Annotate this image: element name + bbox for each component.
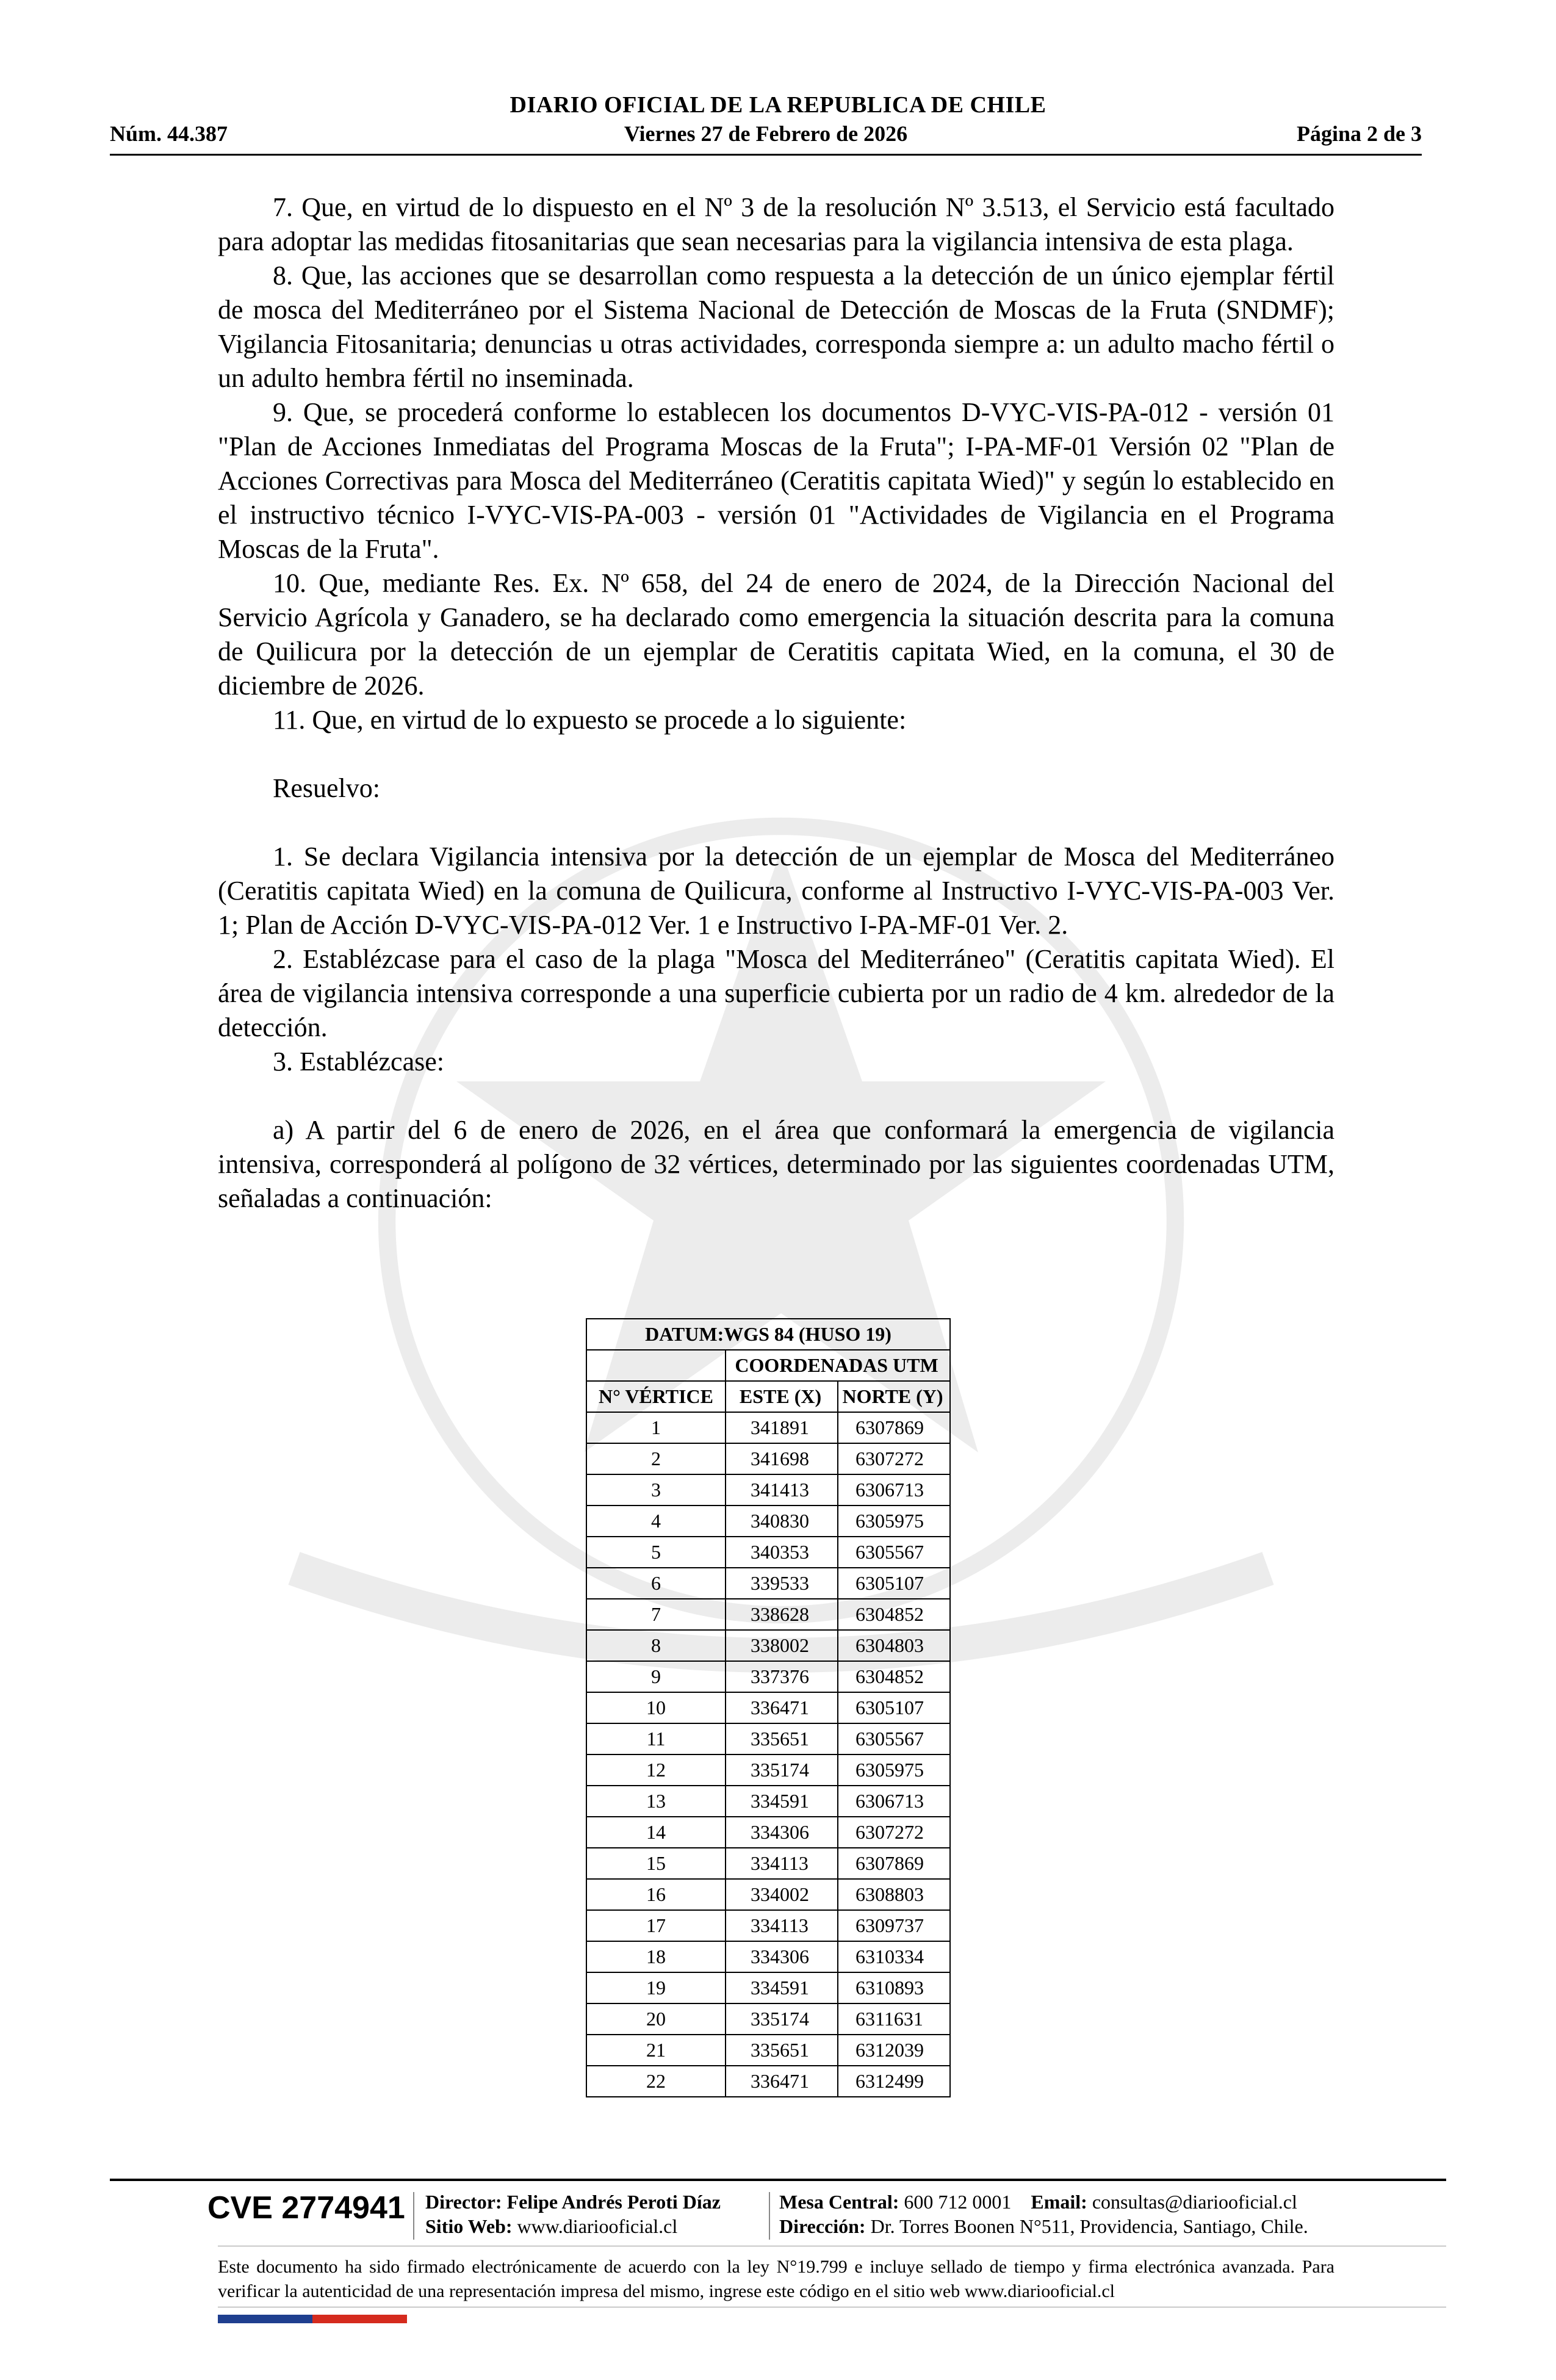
page-indicator: Página 2 de 3 — [1296, 121, 1422, 146]
east-cell: 338002 — [726, 1630, 838, 1661]
east-cell: 340830 — [726, 1506, 838, 1537]
datum-header: DATUM:WGS 84 (HUSO 19) — [586, 1319, 950, 1350]
footer-separator — [769, 2192, 770, 2240]
east-cell: 341698 — [726, 1443, 838, 1474]
table-row — [586, 1506, 950, 1537]
utm-coordinates-table — [586, 1318, 951, 2097]
table-row — [586, 1630, 950, 1661]
north-cell: 6306713 — [838, 1474, 950, 1506]
issue-number: Núm. 44.387 — [110, 121, 228, 146]
email-label: Email: — [1031, 2191, 1087, 2213]
north-cell: 6312039 — [838, 2035, 950, 2066]
east-cell: 334306 — [726, 1941, 838, 1972]
table-row — [586, 1599, 950, 1630]
north-cell: 6308803 — [838, 1879, 950, 1910]
document-body — [218, 190, 1334, 1216]
vertex-cell: 3 — [586, 1474, 726, 1506]
director-label: Director: — [425, 2191, 502, 2213]
vertex-cell: 1 — [586, 1412, 726, 1443]
table-row — [586, 1537, 950, 1568]
vertex-cell: 9 — [586, 1661, 726, 1692]
north-cell: 6307869 — [838, 1412, 950, 1443]
mesa-label: Mesa Central: — [779, 2191, 899, 2213]
table-row — [586, 2066, 950, 2097]
footer-separator — [413, 2192, 414, 2240]
vertex-cell: 22 — [586, 2066, 726, 2097]
table-row — [586, 2003, 950, 2035]
vertex-cell: 13 — [586, 1786, 726, 1817]
paragraph-9: 9. Que, se procederá conforme lo establecen los documentos D-VYC-VIS-PA-012 - versión 01 "Plan de Acciones Inmediatas del Programa Moscas de la Fruta"; I-PA-MF-01 Versión 02 "Plan de Acciones Correctivas para Mosca del Mediterráneo (Ceratitis capitata Wied)" y según lo establecido en el instructivo técnico I-VYC-VIS-PA-003 - versión 01 "Actividades de Vigilancia en el Programa Moscas de la Fruta". — [218, 397, 1334, 564]
east-cell: 341891 — [726, 1412, 838, 1443]
vertex-cell: 17 — [586, 1910, 726, 1941]
table-row — [586, 1786, 950, 1817]
resolution-1: 1. Se declara Vigilancia intensiva por la detección de un ejemplar de Mosca del Mediterráneo (Ceratitis capitata Wied) en la comuna de Quilicura, conforme al Instructivo I-VYC-VIS-PA-003 Ver. 1; Plan de Acción D-VYC-VIS-PA-012 Ver. 1 e Instructivo I-PA-MF-01 Ver. 2. — [218, 842, 1334, 940]
north-cell: 6305567 — [838, 1537, 950, 1568]
vertex-cell: 8 — [586, 1630, 726, 1661]
east-cell: 335651 — [726, 1723, 838, 1754]
north-cell: 6309737 — [838, 1910, 950, 1941]
table-row — [586, 1692, 950, 1723]
resolution-2: 2. Establézcase para el caso de la plaga "Mosca del Mediterráneo" (Ceratitis capitata Wied). El área de vigilancia intensiva corresponde a una superficie cubierta por un radio de 4 km. alrededor de la detección. — [218, 944, 1334, 1042]
vertex-cell: 2 — [586, 1443, 726, 1474]
north-cell: 6305975 — [838, 1754, 950, 1786]
mesa-phone: 600 712 0001 — [904, 2191, 1012, 2213]
flag-red-segment — [312, 2315, 407, 2323]
table-row — [586, 1754, 950, 1786]
address-label: Dirección: — [779, 2215, 866, 2237]
east-cell: 341413 — [726, 1474, 838, 1506]
cve-code: CVE 2774941 — [207, 2190, 405, 2226]
east-cell: 340353 — [726, 1537, 838, 1568]
email-link[interactable]: consultas@diariooficial.cl — [1092, 2191, 1297, 2213]
north-cell: 6305107 — [838, 1692, 950, 1723]
vertex-cell: 4 — [586, 1506, 726, 1537]
north-cell: 6311631 — [838, 2003, 950, 2035]
east-cell: 334113 — [726, 1910, 838, 1941]
north-cell: 6305567 — [838, 1723, 950, 1754]
table-row — [586, 1412, 950, 1443]
table-row — [586, 1443, 950, 1474]
north-cell: 6307869 — [838, 1848, 950, 1879]
table-row — [586, 1879, 950, 1910]
flag-blue-segment — [218, 2315, 312, 2323]
east-cell: 334306 — [726, 1817, 838, 1848]
north-cell: 6304852 — [838, 1599, 950, 1630]
east-cell: 337376 — [726, 1661, 838, 1692]
site-label: Sitio Web: — [425, 2215, 513, 2237]
vertex-cell: 7 — [586, 1599, 726, 1630]
east-cell: 335174 — [726, 2003, 838, 2035]
east-cell: 336471 — [726, 2066, 838, 2097]
table-header-row — [586, 1381, 950, 1412]
publication-title: DIARIO OFICIAL DE LA REPUBLICA DE CHILE — [510, 92, 1046, 118]
table-row — [586, 1848, 950, 1879]
resolution-3: 3. Establézcase: — [273, 1047, 444, 1076]
flag-stripe — [218, 2315, 407, 2323]
table-group-row — [586, 1350, 950, 1381]
east-cell: 338628 — [726, 1599, 838, 1630]
north-cell: 6305107 — [838, 1568, 950, 1599]
paragraph-11: 11. Que, en virtud de lo expuesto se procede a lo siguiente: — [273, 705, 907, 735]
vertex-cell: 6 — [586, 1568, 726, 1599]
vertex-cell: 12 — [586, 1754, 726, 1786]
vertex-cell: 20 — [586, 2003, 726, 2035]
director-name: Felipe Andrés Peroti Díaz — [506, 2191, 721, 2213]
north-cell: 6304852 — [838, 1661, 950, 1692]
east-cell: 334591 — [726, 1972, 838, 2003]
table-row — [586, 1661, 950, 1692]
table-row — [586, 1941, 950, 1972]
vertex-cell: 19 — [586, 1972, 726, 2003]
vertex-cell: 18 — [586, 1941, 726, 1972]
table-row — [586, 1910, 950, 1941]
vertex-cell: 11 — [586, 1723, 726, 1754]
vertex-column-header: N° VÉRTICE — [586, 1381, 726, 1412]
table-row — [586, 2035, 950, 2066]
table-datum-row — [586, 1319, 950, 1350]
east-cell: 336471 — [726, 1692, 838, 1723]
east-cell: 335174 — [726, 1754, 838, 1786]
table-row — [586, 1568, 950, 1599]
table-row — [586, 1474, 950, 1506]
table-row — [586, 1723, 950, 1754]
east-column-header: ESTE (X) — [726, 1381, 838, 1412]
header-row — [110, 121, 1422, 151]
east-cell: 334113 — [726, 1848, 838, 1879]
north-cell: 6305975 — [838, 1506, 950, 1537]
address-text: Dr. Torres Boonen N°511, Providencia, Santiago, Chile. — [870, 2215, 1308, 2237]
north-column-header: NORTE (Y) — [838, 1381, 950, 1412]
footer-contact-block — [779, 2190, 1308, 2238]
resolution-3a: a) A partir del 6 de enero de 2026, en el área que conformará la emergencia de vigilancia intensiva, corresponderá al polígono de 32 vértices, determinado por las siguientes coordenadas UTM, señaladas a continuación: — [218, 1115, 1334, 1213]
vertex-cell: 15 — [586, 1848, 726, 1879]
footer-divider — [110, 2179, 1446, 2181]
site-link[interactable]: www.diariooficial.cl — [517, 2215, 678, 2237]
north-cell: 6310334 — [838, 1941, 950, 1972]
paragraph-8: 8. Que, las acciones que se desarrollan como respuesta a la detección de un único ejemplar fértil de mosca del Mediterráneo por el Sistema Nacional de Detección de Moscas de la Fruta (SNDMF); Vigilancia Fitosanitaria; denuncias u otras actividades, corresponda siempre a: un adulto macho fértil o un adulto hembra fértil no inseminada. — [218, 261, 1334, 393]
north-cell: 6312499 — [838, 2066, 950, 2097]
paragraph-7: 7. Que, en virtud de lo dispuesto en el Nº 3 de la resolución Nº 3.513, el Servicio está facultado para adoptar las medidas fitosanitarias que sean necesarias para la vigilancia intensiva de esta plaga. — [218, 192, 1334, 256]
north-cell: 6307272 — [838, 1817, 950, 1848]
resuelvo-heading: Resuelvo: — [273, 773, 380, 803]
north-cell: 6307272 — [838, 1443, 950, 1474]
east-cell: 334002 — [726, 1879, 838, 1910]
vertex-cell: 10 — [586, 1692, 726, 1723]
east-cell: 339533 — [726, 1568, 838, 1599]
north-cell: 6306713 — [838, 1786, 950, 1817]
paragraph-10: 10. Que, mediante Res. Ex. Nº 658, del 24 de enero de 2024, de la Dirección Nacional del Servicio Agrícola y Ganadero, se ha declarado como emergencia la situación descrita para la comuna de Quilicura por la detección de un ejemplar de Ceratitis capitata Wied, en la comuna, el 30 de diciembre de 2026. — [218, 568, 1334, 701]
vertex-cell: 21 — [586, 2035, 726, 2066]
signature-note: Este documento ha sido firmado electrónicamente de acuerdo con la ley N°19.799 e incluye sellado de tiempo y firma electrónica avanzada. Para verificar la autenticidad de una representación impresa del mismo, ingrese este código en el sitio web www.diariooficial.cl — [218, 2257, 1334, 2301]
vertex-cell: 5 — [586, 1537, 726, 1568]
east-cell: 335651 — [726, 2035, 838, 2066]
north-cell: 6304803 — [838, 1630, 950, 1661]
empty-header-cell — [586, 1350, 726, 1381]
footer-director-block — [425, 2190, 721, 2238]
table-row — [586, 1972, 950, 2003]
vertex-cell: 16 — [586, 1879, 726, 1910]
east-cell: 334591 — [726, 1786, 838, 1817]
north-cell: 6310893 — [838, 1972, 950, 2003]
table-row — [586, 1817, 950, 1848]
header-divider — [110, 154, 1422, 156]
vertex-cell: 14 — [586, 1817, 726, 1848]
issue-date: Viernes 27 de Febrero de 2026 — [624, 121, 908, 146]
coordinates-group-header: COORDENADAS UTM — [726, 1350, 950, 1381]
